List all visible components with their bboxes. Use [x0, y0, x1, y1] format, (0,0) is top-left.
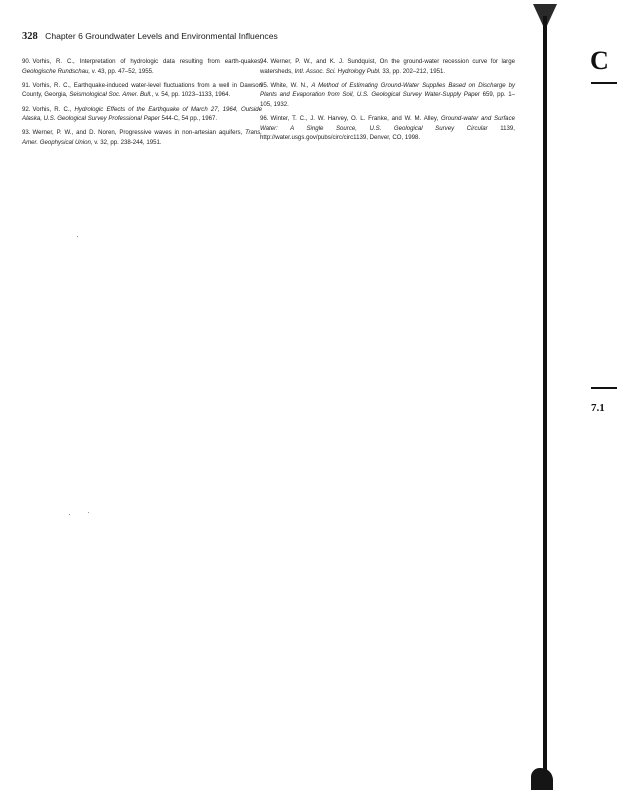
binding-gutter-bottom-mark — [531, 768, 553, 790]
reference-text: Vorhis, R. C., — [32, 105, 75, 113]
page-number: 328 — [22, 31, 38, 42]
reference-text: Winter, T. C., J. W. Harvey, O. L. Franke, and W. M. Alley, — [270, 115, 441, 123]
reference-number: 95. — [260, 81, 269, 89]
reference-number: 91. — [22, 81, 31, 89]
reference-number: 93. — [22, 129, 31, 137]
reference-number: 92. — [22, 105, 31, 113]
adjacent-page-section-number: 7.1 — [591, 402, 605, 414]
reference-source: Hydrologic Effects of the Earthquake of March 27, 1964, Outside Alaska, U.S. Geological Survey Professional Paper — [22, 105, 262, 123]
reference-96 — [260, 114, 515, 143]
reference-90 — [22, 57, 262, 76]
reference-source: Geologische Rundschau, — [22, 67, 91, 75]
reference-detail: 1139, http://water.usgs.gov/pubs/circ/circ1139, Denver, CO, 1998. — [260, 124, 515, 142]
reference-93 — [22, 128, 262, 147]
reference-text: Werner, P. W., and D. Noren, Progressive waves in non-artesian aquifers, — [32, 129, 246, 137]
scan-speck — [88, 512, 89, 513]
reference-detail: v. 43, pp. 47–52, 1955. — [90, 67, 154, 75]
reference-text: Werner, P. W., and K. J. Sundquist, On the ground-water recession curve for large watersheds, — [260, 58, 515, 75]
reference-number: 90. — [22, 58, 31, 65]
reference-detail: v. 32, pp. 238-244, 1951. — [92, 138, 162, 146]
adjacent-page-rule — [591, 387, 617, 389]
reference-detail: v. 54, pp. 1023–1133, 1964. — [153, 91, 231, 99]
reference-text: White, W. N., — [270, 81, 312, 89]
reference-detail: 33, pp. 202–212, 1951. — [380, 67, 446, 75]
reference-92 — [22, 105, 262, 124]
reference-detail: 544-C, 54 pp., 1967. — [159, 115, 218, 123]
adjacent-page-letter: C — [590, 46, 609, 75]
page-header — [22, 31, 278, 42]
reference-text: Vorhis, R. C., Interpretation of hydrologic data resulting from earth-quakes, — [32, 58, 262, 65]
reference-source: A Method of Estimating Ground-Water Supplies Based on Discharge by Plants and Evaporation from Soil, U.S. Geological Survey Water-Supply Paper — [260, 81, 516, 99]
reference-source: Ground-water and Surface Water: A Single Source, U.S. Geological Survey Circular — [260, 115, 516, 132]
references-left-column — [22, 57, 262, 152]
reference-text: Vorhis, R. C., Earthquake-induced water-level fluctuations from a well in Dawson County, Georgia, — [22, 81, 262, 99]
scan-speck — [77, 236, 78, 237]
reference-94 — [260, 57, 515, 76]
reference-source: Seismological Soc. Amer. Bull., — [69, 91, 154, 99]
reference-source: Intl. Assoc. Sci. Hydrology Publ. — [294, 67, 381, 75]
scan-speck — [69, 514, 70, 515]
references-right-column — [260, 57, 515, 148]
reference-number: 94. — [260, 58, 269, 65]
reference-91 — [22, 81, 262, 100]
reference-95 — [260, 81, 515, 110]
chapter-title: Chapter 6 Groundwater Levels and Environmental Influences — [45, 31, 278, 41]
reference-detail: 659, pp. 1–105, 1932. — [260, 91, 515, 108]
reference-number: 96. — [260, 115, 269, 123]
reference-source: Trans. Amer. Geophysical Union, — [22, 129, 262, 146]
adjacent-page-rule — [591, 82, 617, 84]
binding-gutter-line — [543, 16, 547, 786]
